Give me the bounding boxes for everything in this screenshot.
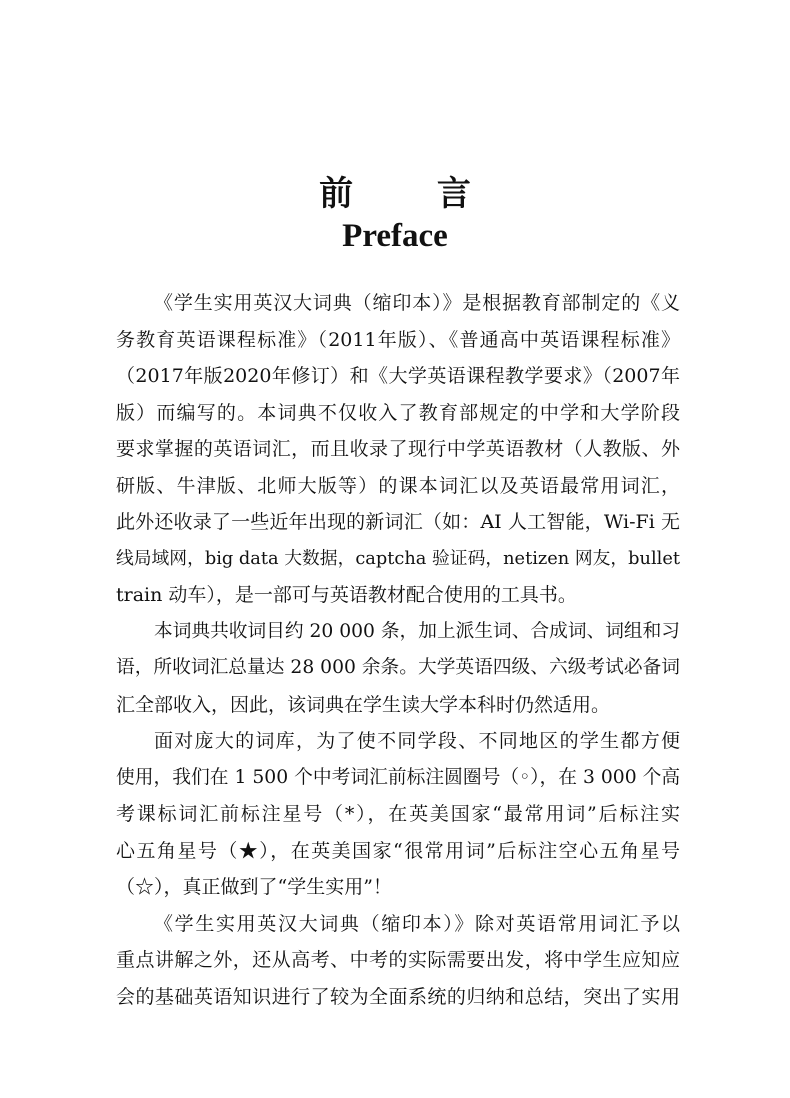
paragraph [116,723,680,906]
text-line: 使用，我们在 1 500 个中考词汇前标注圆圈号（◦），在 3 000 个高 [116,766,680,788]
text-line: 版）而编写的。本词典不仅收入了教育部规定的中学和大学阶段 [116,401,680,424]
paragraph [116,285,680,614]
text-line: 心五角星号（★），在英美国家“很常用词”后标注空心五角星号 [116,839,680,862]
text-line: 语，所收词汇总量达 28 000 余条。大学英语四级、六级考试必备词 [116,657,680,678]
text-line: （2017年版2020年修订）和《大学英语课程教学要求》（2007年 [116,365,680,387]
text-line: 研版、牛津版、北师大版等）的课本词汇以及英语最常用词汇， [116,474,680,497]
text-line: 面对庞大的词库，为了使不同学段、不同地区的学生都方便 [154,730,680,752]
text-line: 线局域网，big data 大数据，captcha 验证码，netizen 网友，bullet [116,548,680,569]
text-line: 务教育英语课程标准》（2011年版）、《普通高中英语课程标准》 [116,328,680,351]
page-title-english: Preface [342,218,448,254]
text-line: 重点讲解之外，还从高考、中考的实际需要出发，将中学生应知应 [116,949,680,971]
text-line: train 动车），是一部可与英语教材配合使用的工具书。 [116,584,577,606]
text-line: 会的基础英语知识进行了较为全面系统的归纳和总结，突出了实用 [116,985,680,1008]
paragraph [116,614,680,724]
text-line: 要求掌握的英语词汇，而且收录了现行中学英语教材（人教版、外 [116,438,680,460]
page-title-chinese: 前 言 [319,174,507,214]
text-line: （☆），真正做到了“学生实用”！ [116,876,392,898]
text-line: 《学生实用英汉大词典（缩印本）》是根据教育部制定的《义 [154,292,680,314]
paragraph [116,906,680,1016]
preface-body [116,285,680,1015]
text-line: 考课标词汇前标注星号（*），在英美国家“最常用词”后标注实 [116,803,680,825]
text-line: 《学生实用英汉大词典（缩印本）》除对英语常用词汇予以 [154,912,680,935]
text-line: 此外还收录了一些近年出现的新词汇（如：AI 人工智能，Wi-Fi 无 [116,511,680,533]
text-line: 汇全部收入，因此，该词典在学生读大学本科时仍然适用。 [116,693,611,716]
text-line: 本词典共收词目约 20 000 条，加上派生词、合成词、词组和习 [154,620,680,642]
